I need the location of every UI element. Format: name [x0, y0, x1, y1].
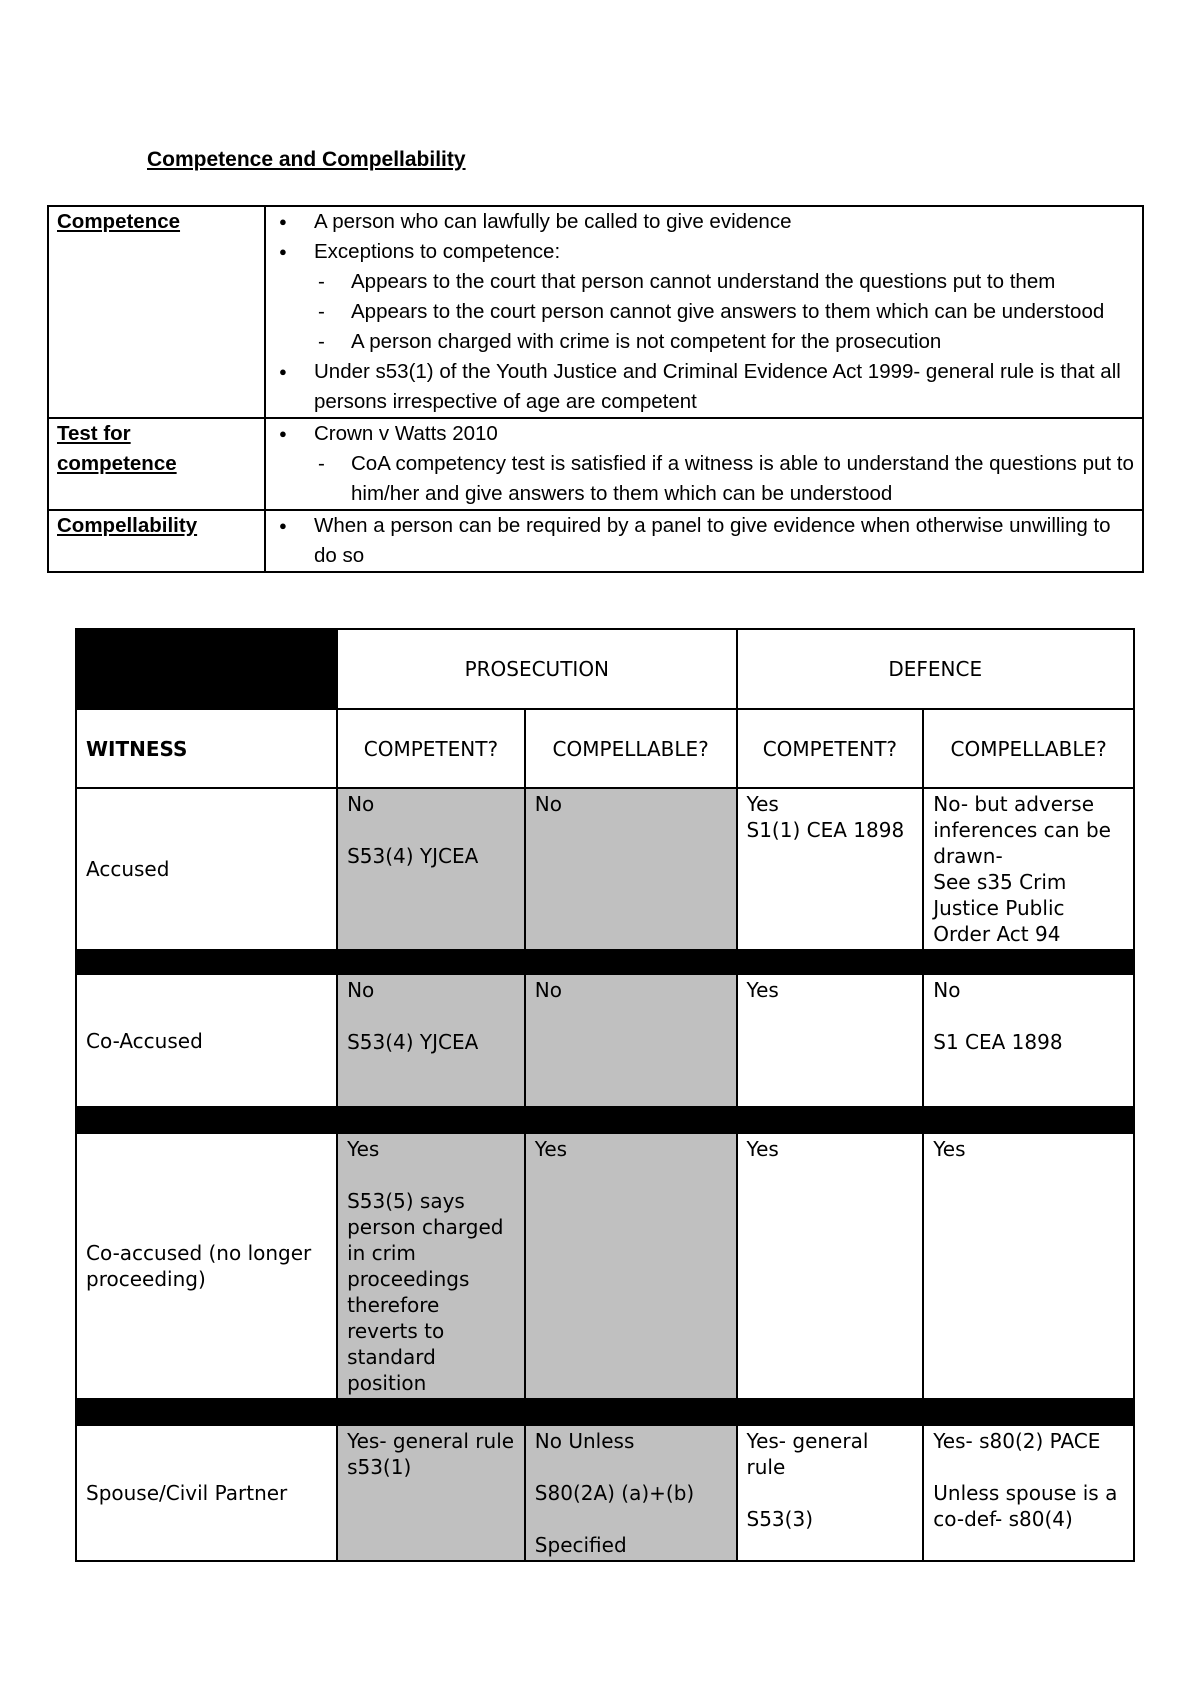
prosecution-header: PROSECUTION — [337, 629, 736, 709]
competence-content — [265, 206, 1143, 418]
cell-text: No — [347, 792, 375, 816]
cell-text: Unless spouse is a co-def- s80(4) — [933, 1481, 1118, 1531]
cell-text: Yes- general rule — [746, 1429, 869, 1479]
cell-text: S53(4) YJCEA — [347, 1030, 479, 1054]
table-row — [76, 709, 1134, 788]
list-item: ● When a person can be required by a panel to give evidence when otherwise unwilling to do so — [274, 511, 1134, 571]
page-title: Competence and Compellability — [147, 148, 466, 171]
coaccused-def-competent: Yes — [737, 974, 924, 1107]
test-label — [48, 418, 265, 510]
cell-text: Yes — [347, 1137, 380, 1161]
cell-text: S53(3) — [746, 1507, 813, 1531]
test-label-line1: Test for — [57, 422, 131, 445]
list-item: ● Crown v Watts 2010 — [274, 419, 1134, 449]
accused-pros-compellable: No — [525, 788, 737, 950]
defence-header: DEFENCE — [737, 629, 1134, 709]
accused-def-competent — [737, 788, 924, 950]
spouse-pros-compellable — [525, 1425, 737, 1561]
table-row — [76, 1133, 1134, 1399]
coaccused-def-compellable — [923, 974, 1134, 1107]
list-item: - Appears to the court person cannot give answers to them which can be understood — [274, 297, 1134, 327]
witness-header: WITNESS — [76, 709, 337, 788]
accused-pros-competent — [337, 788, 525, 950]
table-row — [48, 510, 1143, 572]
corner-cell — [76, 629, 337, 709]
witness-spouse: Spouse/Civil Partner — [76, 1425, 337, 1561]
table-row — [76, 629, 1134, 709]
coaccused-pros-competent — [337, 974, 525, 1107]
cell-text: See s35 Crim Justice Public Order Act 94 — [933, 870, 1067, 946]
coaccused-nlp-pros-compellable: Yes — [525, 1133, 737, 1399]
list-item: - Appears to the court that person cannot understand the questions put to them — [274, 267, 1134, 297]
cell-text: Yes — [746, 792, 779, 816]
coaccused-nlp-def-compellable: Yes — [923, 1133, 1134, 1399]
witness-coaccused-nlp: Co-accused (no longer proceeding) — [76, 1133, 337, 1399]
table-row — [48, 418, 1143, 510]
cell-text: No — [347, 978, 375, 1002]
separator-row — [76, 950, 1134, 974]
coaccused-nlp-pros-competent — [337, 1133, 525, 1399]
cell-text: Yes- s80(2) PACE — [933, 1429, 1101, 1453]
pros-compellable-header: COMPELLABLE? — [525, 709, 737, 788]
cell-text: S1 CEA 1898 — [933, 1030, 1063, 1054]
list-item: ● Under s53(1) of the Youth Justice and Criminal Evidence Act 1999- general rule is that all persons irrespective of age are competent — [274, 357, 1134, 417]
def-competent-header: COMPETENT? — [737, 709, 924, 788]
test-label-line2: competence — [57, 452, 177, 475]
compellability-label: Compellability — [48, 510, 265, 572]
table-row — [48, 206, 1143, 418]
spouse-pros-competent: Yes- general rule s53(1) — [337, 1425, 525, 1561]
cell-text: No- but adverse inferences can be drawn- — [933, 792, 1111, 868]
list-item: ● Exceptions to competence: — [274, 237, 1134, 267]
competence-label: Competence — [48, 206, 265, 418]
list-item: - A person charged with crime is not competent for the prosecution — [274, 327, 1134, 357]
spouse-def-competent — [737, 1425, 924, 1561]
cell-text: S53(4) YJCEA — [347, 844, 479, 868]
cell-text: Specified — [534, 1533, 627, 1557]
pros-competent-header: COMPETENT? — [337, 709, 525, 788]
accused-def-compellable — [923, 788, 1134, 950]
list-item: ● A person who can lawfully be called to give evidence — [274, 207, 1134, 237]
table-row — [76, 1425, 1134, 1561]
compellability-content — [265, 510, 1143, 572]
witness-matrix-table — [75, 628, 1135, 1562]
cell-text: S53(5) says person charged in crim proceedings therefore reverts to standard position — [347, 1189, 504, 1395]
cell-text: No — [933, 978, 961, 1002]
separator-row — [76, 1107, 1134, 1133]
witness-accused: Accused — [76, 788, 337, 950]
coaccused-pros-compellable: No — [525, 974, 737, 1107]
table-row — [76, 788, 1134, 950]
test-content — [265, 418, 1143, 510]
cell-text: S80(2A) (a)+(b) — [534, 1481, 695, 1505]
list-item: - CoA competency test is satisfied if a witness is able to understand the questions put to him/her and give answers to them which can be understood — [274, 449, 1134, 509]
spouse-def-compellable — [923, 1425, 1134, 1561]
cell-text: No Unless — [534, 1429, 635, 1453]
witness-coaccused: Co-Accused — [76, 974, 337, 1107]
cell-text: S1(1) CEA 1898 — [746, 818, 905, 842]
separator-row — [76, 1399, 1134, 1425]
def-compellable-header: COMPELLABLE? — [923, 709, 1134, 788]
definitions-table — [47, 205, 1144, 573]
table-row — [76, 974, 1134, 1107]
coaccused-nlp-def-competent: Yes — [737, 1133, 924, 1399]
